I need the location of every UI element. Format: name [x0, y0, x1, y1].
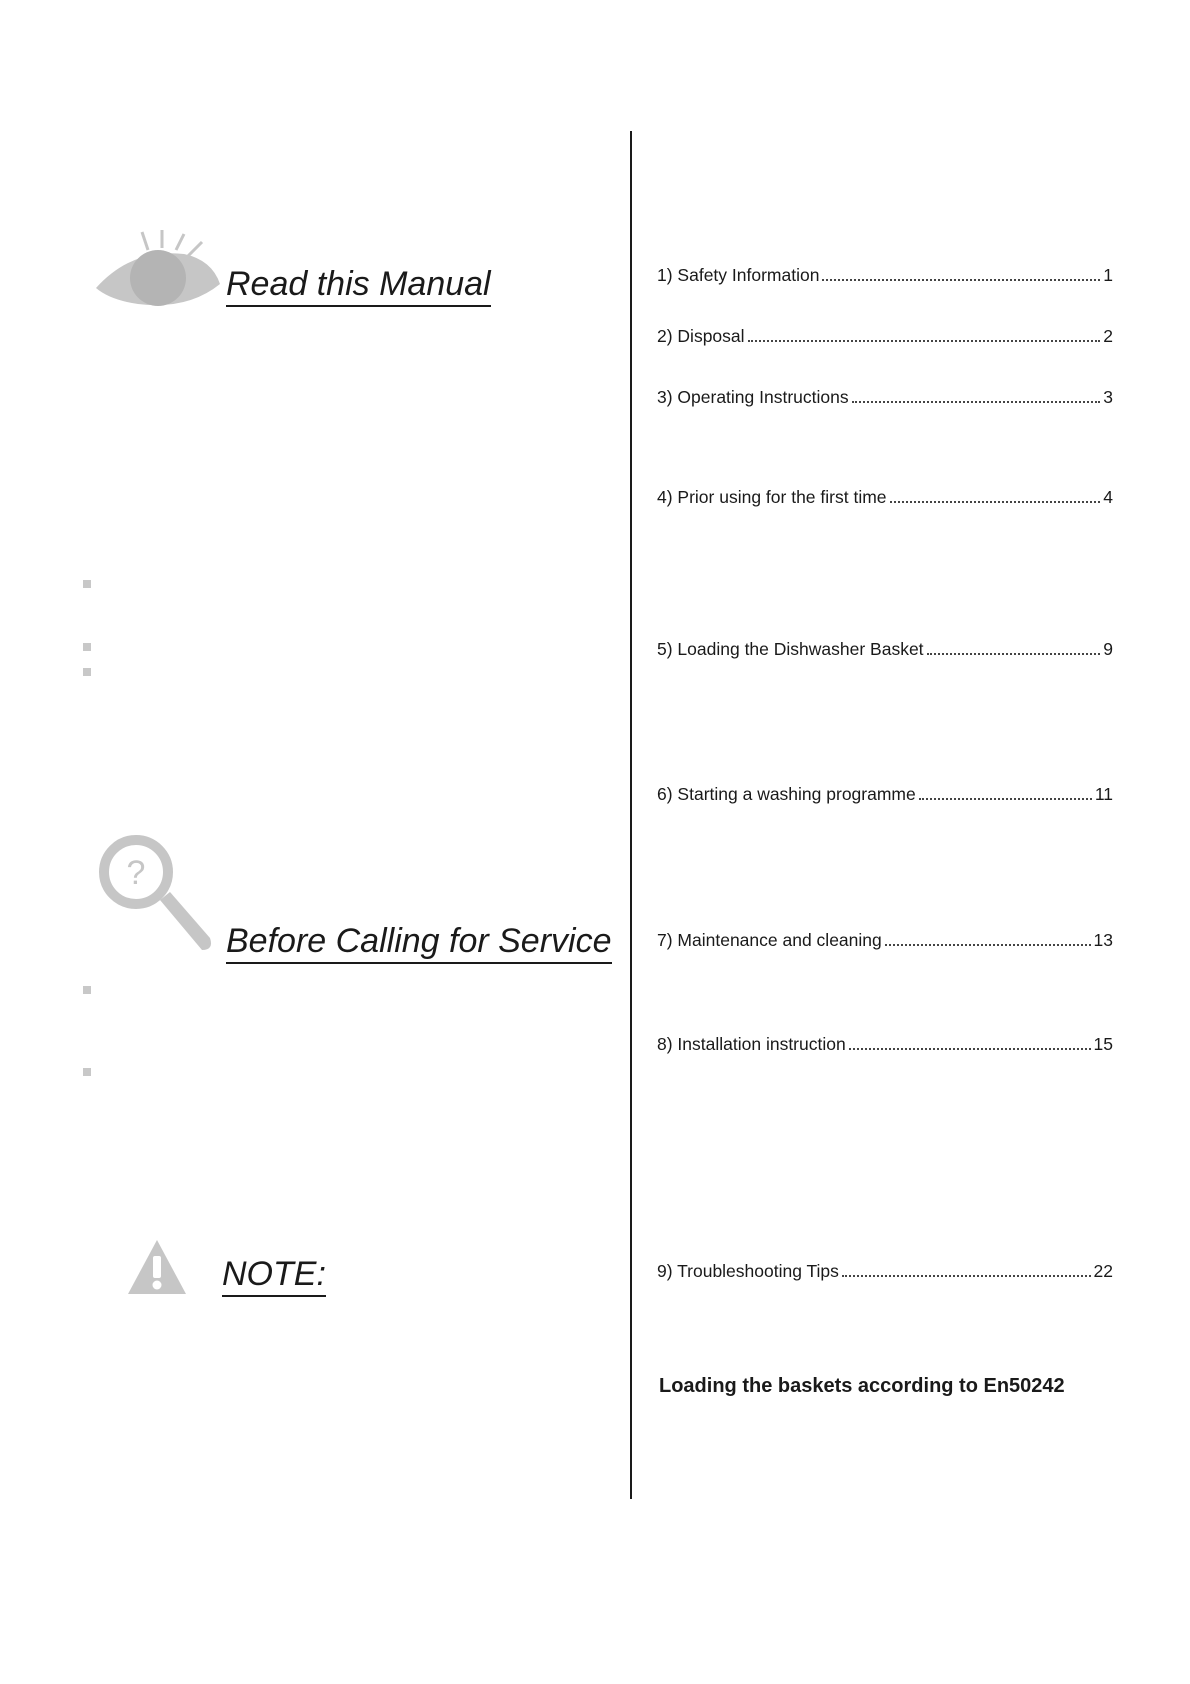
svg-text:?: ?: [126, 854, 146, 892]
toc-label: 1) Safety Information: [657, 265, 820, 285]
toc-label: 5) Loading the Dishwasher Basket: [657, 639, 924, 659]
toc-leader: [890, 501, 1101, 503]
toc-leader: [927, 653, 1101, 655]
bullet-marker: [83, 1068, 91, 1076]
eye-icon: [92, 228, 224, 312]
toc-page: 2: [1103, 326, 1113, 346]
bullet-marker: [83, 643, 91, 651]
toc-entry-operating[interactable]: [657, 387, 1113, 408]
toc-leader: [842, 1275, 1091, 1277]
toc-leader: [919, 798, 1092, 800]
toc-page: 15: [1093, 1034, 1113, 1054]
toc-leader: [822, 279, 1100, 281]
toc-page: 1: [1103, 265, 1113, 285]
bullet-marker: [83, 986, 91, 994]
basket-loading-note: Loading the baskets according to En50242: [659, 1375, 1065, 1397]
note-heading: NOTE:: [222, 1256, 326, 1297]
toc-entry-maintenance[interactable]: [657, 930, 1113, 951]
toc-entry-disposal[interactable]: [657, 326, 1113, 347]
toc-page: 9: [1103, 639, 1113, 659]
warning-triangle-icon: [126, 1238, 188, 1296]
read-manual-heading: Read this Manual: [226, 266, 491, 307]
bullet-marker: [83, 668, 91, 676]
toc-page: 3: [1103, 387, 1113, 407]
toc-page: 22: [1093, 1261, 1113, 1281]
toc-leader: [885, 944, 1091, 946]
toc-page: 4: [1103, 487, 1113, 507]
toc-entry-washing[interactable]: [657, 784, 1113, 805]
toc-label: 8) Installation instruction: [657, 1034, 846, 1054]
toc-entry-troubleshooting[interactable]: [657, 1261, 1113, 1282]
toc-label: 4) Prior using for the first time: [657, 487, 887, 507]
before-service-heading: Before Calling for Service: [226, 923, 612, 964]
toc-page: 13: [1093, 930, 1113, 950]
toc-leader: [748, 340, 1101, 342]
column-divider: [630, 131, 632, 1499]
toc-page: 11: [1094, 784, 1113, 804]
toc-label: 3) Operating Instructions: [657, 387, 849, 407]
toc-leader: [849, 1048, 1091, 1050]
toc-label: 9) Troubleshooting Tips: [657, 1261, 839, 1281]
toc-label: 2) Disposal: [657, 326, 745, 346]
toc-label: 7) Maintenance and cleaning: [657, 930, 882, 950]
toc-entry-installation[interactable]: [657, 1034, 1113, 1055]
toc-entry-safety[interactable]: [657, 265, 1113, 286]
toc-entry-loading[interactable]: [657, 639, 1113, 660]
magnifier-question-icon: [98, 834, 216, 956]
toc-leader: [852, 401, 1101, 403]
bullet-marker: [83, 580, 91, 588]
toc-label: 6) Starting a washing programme: [657, 784, 916, 804]
toc-entry-first-time[interactable]: [657, 487, 1113, 508]
